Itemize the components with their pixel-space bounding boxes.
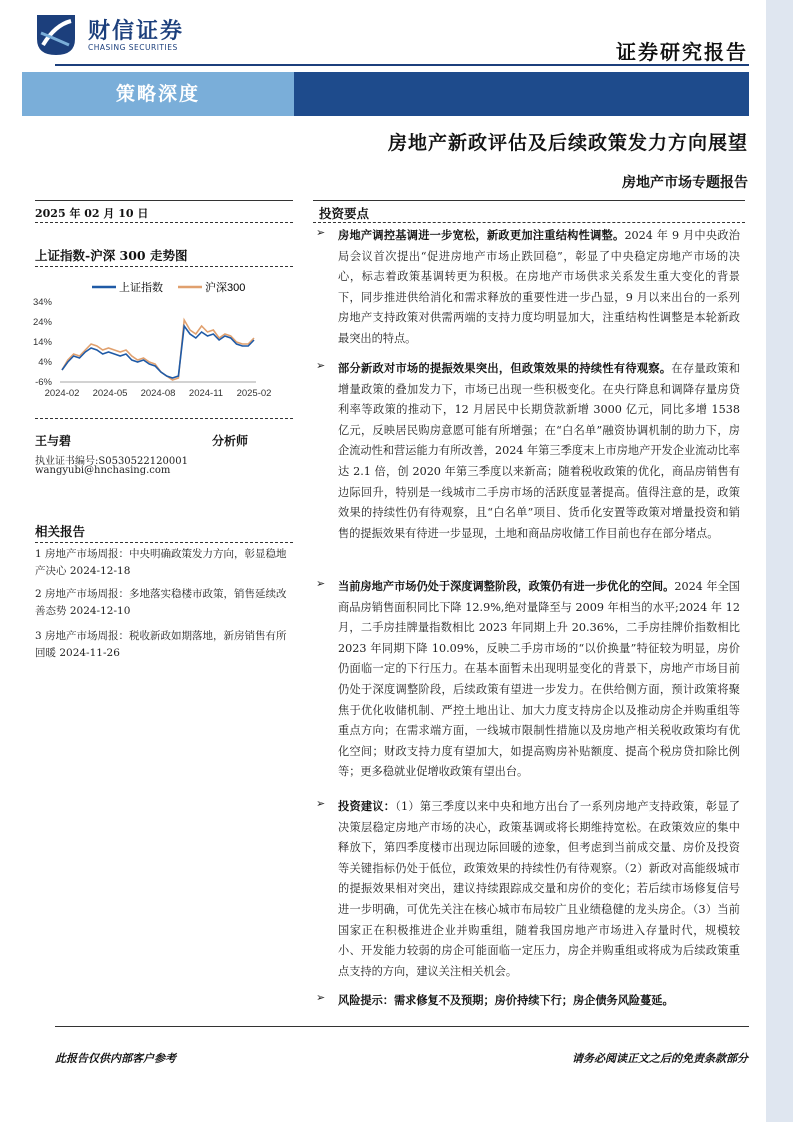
- point-item: [338, 990, 740, 1012]
- y-tick-label: -6%: [35, 377, 52, 388]
- point-lead: 当前房地产市场仍处于深度调整阶段，政策仍有进一步优化的空间。: [338, 579, 675, 593]
- points-top-rule: [313, 200, 745, 201]
- related-rule: [35, 542, 293, 543]
- risk-warning: 风险提示：需求修复不及预期；房价持续下行；房企债务风险蔓延。: [338, 993, 674, 1007]
- point-item: [338, 576, 740, 783]
- report-subtitle: 房地产市场专题报告: [622, 175, 748, 191]
- related-report-item[interactable]: 1 房地产市场周报：中央明确政策发力方向，彰显稳地产决心 2024-12-18: [35, 548, 287, 577]
- category-band-dark: [294, 72, 749, 116]
- analyst-cert: 执业证书编号:S0530522120001: [35, 456, 188, 467]
- x-tick-label: 2025-02: [236, 388, 272, 399]
- report-date: 2025 年 02 月 10 日: [35, 207, 149, 220]
- bullet-arrow-icon: ➢: [316, 797, 326, 810]
- series-line-沪深300: [62, 320, 254, 380]
- point-text: 2024 年 9 月中央政治局会议首次提出“促进房地产市场止跌回稳”，彰显了中央稳定房地产市场的决心，标志着政策基调转更为积极。在房地产市场供求关系发生重大变化的背景下，同步推进供给消化和需求释放的重要性进一步凸显，9 月以来出台的一系列房地产支持政策对供需两端的支持力度均明显加大，注重结构性调整是本轮新政最突出的特点。: [338, 229, 740, 345]
- point-item: [338, 358, 740, 544]
- point-lead: 部分新政对市场的提振效果突出，但政策效果的持续性有待观察。: [338, 361, 672, 375]
- point-text: 2024 年全国商品房销售面积同比下降 12.9%,绝对量降至与 2009 年相当的水平;2024 年 12 月，二手房挂牌量指数相比 2023 年同期上升 20.36%，二手房挂牌价指数相比 2023 年同期下降 10.09%，反映二手房市场的“以价换量”特征较为明显，房价仍面临一定的下行压力。在基本面暂未出现明显变化的背景下，房地产市场目前仍处于深度调整阶段，后续政策有望进一步发力。在供给侧方面，预计政策将聚焦于优化收储机制、严控土地出让、加大力度支持房企以及推动房企并购重组等重点方向；在需求端方面，一线城市限制性措施以及房地产相关税收政策均有优化空间；财政支持力度有望加大，如提高购房补贴额度、提高个税房贷扣除比例等；更多稳就业促增收政策有望出台。: [338, 580, 740, 779]
- point-item: [338, 225, 740, 350]
- analyst-email[interactable]: wangyubi@hnchasing.com: [35, 465, 171, 476]
- points-heading: 投资要点: [319, 206, 370, 221]
- chart-title-rule: [35, 266, 293, 267]
- y-tick-label: 14%: [32, 337, 52, 348]
- point-item: [338, 796, 740, 982]
- points-heading-rule: [313, 222, 745, 223]
- analyst-role: 分析师: [212, 434, 249, 448]
- chart-series: [62, 320, 254, 380]
- report-title: 房地产新政评估及后续政策发力方向展望: [387, 132, 748, 154]
- point-lead: 投资建议：: [338, 799, 396, 813]
- point-text: 在存量政策和增量政策的叠加发力下，市场已出现一些积极变化。在央行降息和调降存量房贷利率等政策的推动下，12 月居民中长期贷款新增 3000 亿元，同比多增 1538 亿元，反映居民购房意愿可能有所增强；在“白名单”融资协调机制的助力下，房企流动性和营运能力有所改善，2024 年第三季度末上市房地产开发企业流动比率达 2.1 倍，创 2020 年第三季度以来新高；随着税收政策的优化，商品房销售有边际回升，特别是一线城市二手房市场的活跃度显著提高。值得注意的是，政策效果的持续性仍有待观察，且“白名单”项目、货币化安置等政策对增量投资和销售的提振效果有待进一步显现，土地和商品房收储工作目前也存在部分堵点。: [338, 362, 740, 540]
- x-tick-label: 2024-08: [140, 388, 176, 399]
- bullet-arrow-icon: ➢: [316, 991, 326, 1004]
- date-top-rule: [35, 200, 293, 201]
- y-tick-label: 34%: [32, 297, 52, 308]
- report-type: 证券研究报告: [616, 40, 748, 64]
- bullet-arrow-icon: ➢: [316, 226, 326, 239]
- legend-label-csi300: 沪深300: [205, 282, 246, 294]
- footer-rule: [55, 1026, 749, 1027]
- chart-title: 上证指数-沪深 300 走势图: [35, 248, 188, 263]
- x-tick-label: 2024-11: [188, 388, 224, 399]
- analyst-rule: [35, 418, 293, 419]
- footer-disclaimer: 请务必阅读正文之后的免责条款部分: [572, 1052, 748, 1065]
- point-lead: 房地产调控基调进一步宽松，新政更加注重结构性调整。: [338, 228, 625, 242]
- page-side-strip: [766, 0, 793, 1122]
- category-label: 策略深度: [115, 83, 200, 105]
- footer-note: 此报告仅供内部客户参考: [55, 1052, 176, 1065]
- x-axis: [45, 388, 272, 399]
- analyst-name: 王与碧: [35, 434, 72, 448]
- chart-legend: [92, 280, 245, 294]
- related-report-item[interactable]: 2 房地产市场周报：多地落实稳楼市政策，销售延续改善态势 2024-12-10: [35, 588, 287, 617]
- y-tick-label: 4%: [38, 357, 52, 368]
- legend-label-sse: 上证指数: [119, 282, 163, 294]
- company-logo-icon: [33, 11, 79, 57]
- bullet-arrow-icon: ➢: [316, 577, 326, 590]
- bullet-arrow-icon: ➢: [316, 359, 326, 372]
- related-heading: 相关报告: [35, 524, 86, 539]
- logo-name-cn: 财信证券: [88, 19, 185, 44]
- x-tick-label: 2024-02: [44, 388, 80, 399]
- x-tick-label: 2024-05: [92, 388, 128, 399]
- date-bottom-rule: [35, 222, 293, 223]
- related-report-item[interactable]: 3 房地产市场周报：税收新政如期落地，新房销售有所回暖 2024-11-26: [35, 630, 287, 659]
- y-tick-label: 24%: [32, 317, 52, 328]
- index-trend-chart: [30, 272, 292, 402]
- point-text: （1）第三季度以来中央和地方出台了一系列房地产支持政策，彰显了决策层稳定房地产市场的决心，政策基调或将长期维持宽松。在政策效应的集中释放下，第四季度楼市出现边际回暖的迹象，但考虑到当前成交量、房价及投资等关键指标仍处于低位，政策效果的持续性仍有待观察。（2）新政对高能级城市的提振效果相对突出，建议持续跟踪成交量和房价的变化；若后续市场修复信号进一步明确，可优先关注在核心城市布局较广且业绩稳健的龙头房企。（3）当前国家正在积极推进企业并购重组，随着我国房地产市场进入存量时代，规模较小、开发能力较弱的房企可能面临一定压力，房企并购重组或将成为后续政策重点支持的方向，建议关注相关机会。: [338, 800, 740, 978]
- y-axis: [33, 297, 53, 388]
- logo-name-en: CHASING SECURITIES: [88, 43, 178, 52]
- header-rule: [55, 64, 749, 66]
